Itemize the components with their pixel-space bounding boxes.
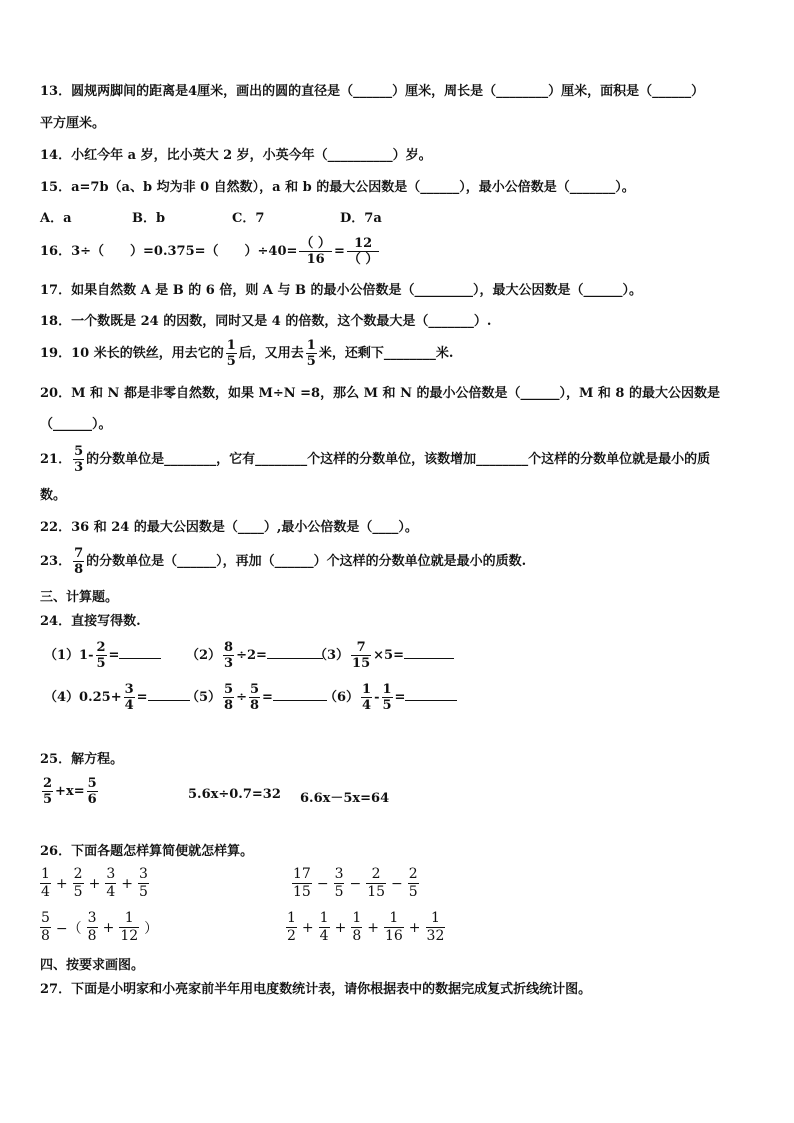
q19-f2-den: 5 <box>306 354 316 369</box>
fraction <box>334 866 345 901</box>
q25-title: 25．解方程。 <box>40 752 124 767</box>
numerator: 2 <box>408 866 418 882</box>
operator: + <box>102 919 115 936</box>
answer-blank[interactable] <box>404 658 454 659</box>
numerator: 17 <box>293 866 311 882</box>
q25-eq1-fraction-1 <box>42 776 53 807</box>
q21 <box>40 444 710 475</box>
q27: 27．下面是小明家和小亮家前半年用电度数统计表，请你根据表中的数据完成复式折线统计图。 <box>40 982 592 997</box>
denominator: 4 <box>41 884 50 900</box>
q21-f-den: 3 <box>74 460 84 475</box>
q13-line2: 平方厘米。 <box>40 116 106 131</box>
section-4-heading: 四、按要求画图。 <box>40 958 145 973</box>
numerator: 5 <box>41 910 50 926</box>
q16-fraction-1 <box>299 236 332 267</box>
q24-item-4-rest: = <box>136 690 148 705</box>
q24-item-1-label: （1）1- <box>44 648 94 663</box>
operator: + <box>121 875 133 892</box>
q24-item-5-op: ÷ <box>236 690 247 705</box>
q24-item-4 <box>44 682 190 713</box>
q24-item-1-den: 5 <box>96 656 106 671</box>
fraction <box>319 910 330 945</box>
numerator: 3 <box>106 866 116 882</box>
operator: + <box>301 919 314 936</box>
q26-title: 26．下面各题怎样算简便就怎样算。 <box>40 844 254 859</box>
q24-item-6-op: - <box>374 690 380 705</box>
q17: 17．如果自然数 A 是 B 的 6 倍，则 A 与 B 的最小公倍数是（_________），最大公因数是（______）。 <box>40 283 643 298</box>
q24-item-6-label: （6） <box>324 690 360 705</box>
q24-item-5-den2: 8 <box>250 698 260 713</box>
fraction <box>286 910 297 945</box>
q25-eq1-den: 5 <box>43 792 53 807</box>
operator: −（ <box>55 920 82 937</box>
q15-option-a: A．a <box>40 211 72 226</box>
q24-item-3-num: 7 <box>351 640 371 656</box>
q15-option-b: B．b <box>132 211 166 226</box>
numerator: 3 <box>87 910 97 926</box>
q21-line2: 数。 <box>40 488 67 503</box>
q24-item-5-den: 8 <box>224 698 234 713</box>
fraction <box>351 910 362 945</box>
denominator: 5 <box>334 884 344 900</box>
q24-item-1-rest: = <box>108 648 120 663</box>
q24-item-4-num: 3 <box>124 682 134 697</box>
numerator: 2 <box>73 866 83 882</box>
q20-line2: （______）。 <box>40 417 112 432</box>
q24-item-6-fraction-2 <box>382 682 393 713</box>
numerator: 1 <box>384 910 404 928</box>
q26-expression-1 <box>38 866 151 901</box>
denominator: 15 <box>293 884 311 900</box>
operator: + <box>88 875 101 892</box>
q24-item-6-rest: = <box>394 690 406 705</box>
q24-item-2-den: 3 <box>224 656 234 671</box>
denominator: 4 <box>319 928 329 944</box>
q15-option-d: D．7a <box>340 211 382 226</box>
q24-item-3-rest: ×5= <box>373 648 404 663</box>
fraction <box>40 866 51 901</box>
fraction <box>40 910 51 945</box>
operator: − <box>349 875 362 892</box>
q24-item-6-num: 1 <box>362 682 372 697</box>
q18: 18．一个数既是 24 的因数，同时又是 4 的倍数，这个数最大是（_______）. <box>40 314 492 329</box>
q19-a: 19．10 米长的铁丝，用去它的 <box>40 346 224 361</box>
q19-fraction-1 <box>226 338 237 369</box>
q24-title: 24．直接写得数. <box>40 614 141 629</box>
q26-expression-4 <box>284 910 447 945</box>
q24-item-5-num2: 5 <box>250 682 260 697</box>
section-3-heading: 三、计算题。 <box>40 590 119 605</box>
denominator: 5 <box>138 884 148 900</box>
q19-f1-num: 1 <box>226 338 236 353</box>
q23-b: 的分数单位是（______），再加（______）个这样的分数单位就是最小的质数. <box>86 554 527 569</box>
fraction <box>408 866 419 901</box>
q25-eq1-den2: 6 <box>87 792 97 807</box>
q19-b: 后，又用去 <box>238 346 304 361</box>
answer-blank[interactable] <box>119 658 161 659</box>
q15-stem: 15．a=7b（a、b 均为非 0 自然数），a 和 b 的最大公因数是（______），最小公倍数是（_______）。 <box>40 180 635 195</box>
q24-item-1 <box>44 640 161 671</box>
q24-item-6-den2: 5 <box>382 698 392 713</box>
fraction <box>426 910 446 945</box>
q24-item-3-den: 15 <box>352 656 371 671</box>
q24-item-6-num2: 1 <box>382 682 392 697</box>
denominator: 2 <box>287 928 296 944</box>
fraction <box>384 910 404 945</box>
fraction <box>87 910 98 945</box>
q25-eq1-num: 2 <box>43 776 53 791</box>
answer-blank[interactable] <box>148 700 190 701</box>
q24-item-2-rest: ÷2= <box>236 648 267 663</box>
q16-f2-den: （ ） <box>347 252 379 267</box>
q26-expression-2 <box>290 866 421 901</box>
numerator: 1 <box>41 866 50 882</box>
answer-blank[interactable] <box>405 700 457 701</box>
fraction <box>138 866 149 901</box>
q16 <box>40 236 381 267</box>
denominator: 8 <box>87 928 97 944</box>
q23-fraction <box>73 546 84 577</box>
q21-f-num: 5 <box>74 444 84 459</box>
q25-eq1-fraction-2 <box>87 776 98 807</box>
q16-f2-num: 12 <box>347 236 380 252</box>
q19 <box>40 338 453 369</box>
q24-item-6-den: 4 <box>362 698 372 713</box>
q24-item-3 <box>314 640 454 671</box>
numerator: 1 <box>319 910 329 926</box>
operator: − <box>316 875 329 892</box>
q24-item-2-label: （2） <box>186 648 222 663</box>
numerator: 1 <box>352 910 362 926</box>
q19-f1-den: 5 <box>226 354 236 369</box>
q24-item-4-den: 4 <box>124 698 134 713</box>
q21-b: 的分数单位是________，它有________个这样的分数单位，该数增加________个这样的分数单位就是最小的质 <box>86 452 711 467</box>
q15-option-c: C．7 <box>232 211 265 226</box>
denominator: 12 <box>120 928 139 944</box>
q16-f1-num: （ ） <box>300 236 331 251</box>
numerator: 1 <box>287 910 296 926</box>
q25-equation-2: 5.6x÷0.7=32 <box>188 787 281 802</box>
denominator: 4 <box>106 884 116 900</box>
q25-equation-1 <box>40 776 100 807</box>
q23 <box>40 546 526 577</box>
q16-f1-den: 16 <box>306 252 325 267</box>
numerator: 3 <box>138 866 148 882</box>
numerator: 3 <box>334 866 344 882</box>
fraction <box>366 866 386 901</box>
q13-line1: 13．圆规两脚间的距离是4厘米，画出的圆的直径是（______）厘米，周长是（________）厘米，面积是（______） <box>40 84 705 99</box>
q24-item-3-label: （3） <box>314 648 350 663</box>
answer-blank[interactable] <box>273 700 327 701</box>
q26-expression-3 <box>38 910 161 945</box>
numerator: 1 <box>426 910 446 928</box>
q19-fraction-2 <box>306 338 317 369</box>
operator: − <box>391 875 403 892</box>
q24-item-5-num: 5 <box>224 682 234 697</box>
operator: ） <box>144 920 159 937</box>
q24-item-5-fraction-1 <box>223 682 234 713</box>
denominator: 5 <box>73 884 83 900</box>
q24-item-4-fraction <box>124 682 135 713</box>
numerator: 1 <box>119 910 139 928</box>
q24-item-6-fraction-1 <box>361 682 372 713</box>
q16-prefix: 16．3÷（ ）=0.375=（ ）÷40= <box>40 244 298 259</box>
q22: 22．36 和 24 的最大公因数是（____）,最小公倍数是（____）。 <box>40 520 418 535</box>
q24-item-5-fraction-2 <box>249 682 260 713</box>
operator: + <box>408 919 421 936</box>
q23-a: 23． <box>40 554 72 569</box>
denominator: 32 <box>426 928 445 944</box>
q19-c: 米，还剩下________米. <box>318 346 454 361</box>
numerator: 2 <box>366 866 386 884</box>
operator: + <box>55 875 68 892</box>
fraction <box>73 866 84 901</box>
denominator: 16 <box>384 928 403 944</box>
denominator: 5 <box>408 884 418 900</box>
q24-item-2-fraction <box>223 640 234 671</box>
q23-f-num: 7 <box>74 546 84 561</box>
q16-fraction-2 <box>347 236 380 267</box>
q19-f2-num: 1 <box>306 338 316 353</box>
q23-f-den: 8 <box>74 562 84 577</box>
q24-item-1-fraction <box>96 640 107 671</box>
q14: 14．小红今年 a 岁，比小英大 2 岁，小英今年（__________）岁。 <box>40 148 432 163</box>
q24-item-5-rest: = <box>262 690 273 705</box>
q25-eq1-mid: +x= <box>55 784 85 799</box>
q21-a: 21． <box>40 452 72 467</box>
q20-line1: 20．M 和 N 都是非零自然数，如果 M÷N =8，那么 M 和 N 的最小公倍数是（______），M 和 8 的最大公因数是 <box>40 386 720 401</box>
denominator: 8 <box>352 928 362 944</box>
operator: + <box>367 919 379 936</box>
q24-item-2-num: 8 <box>224 640 234 655</box>
q24-item-2 <box>186 640 323 671</box>
fraction <box>292 866 312 901</box>
fraction <box>105 866 116 901</box>
operator: + <box>334 919 347 936</box>
q24-item-1-num: 2 <box>96 640 106 655</box>
q24-item-6 <box>324 682 457 713</box>
q24-item-4-label: （4）0.25+ <box>44 690 122 705</box>
q24-item-5-label: （5） <box>186 690 222 705</box>
fraction <box>119 910 139 945</box>
q24-item-5 <box>186 682 327 713</box>
denominator: 8 <box>41 928 50 944</box>
q25-eq1-num2: 5 <box>87 776 97 791</box>
q24-item-3-fraction <box>351 640 371 671</box>
q25-equation-3: 6.6x－5x=64 <box>300 791 390 806</box>
denominator: 15 <box>367 884 386 900</box>
q16-equals: = <box>333 244 345 259</box>
q21-fraction <box>73 444 84 475</box>
